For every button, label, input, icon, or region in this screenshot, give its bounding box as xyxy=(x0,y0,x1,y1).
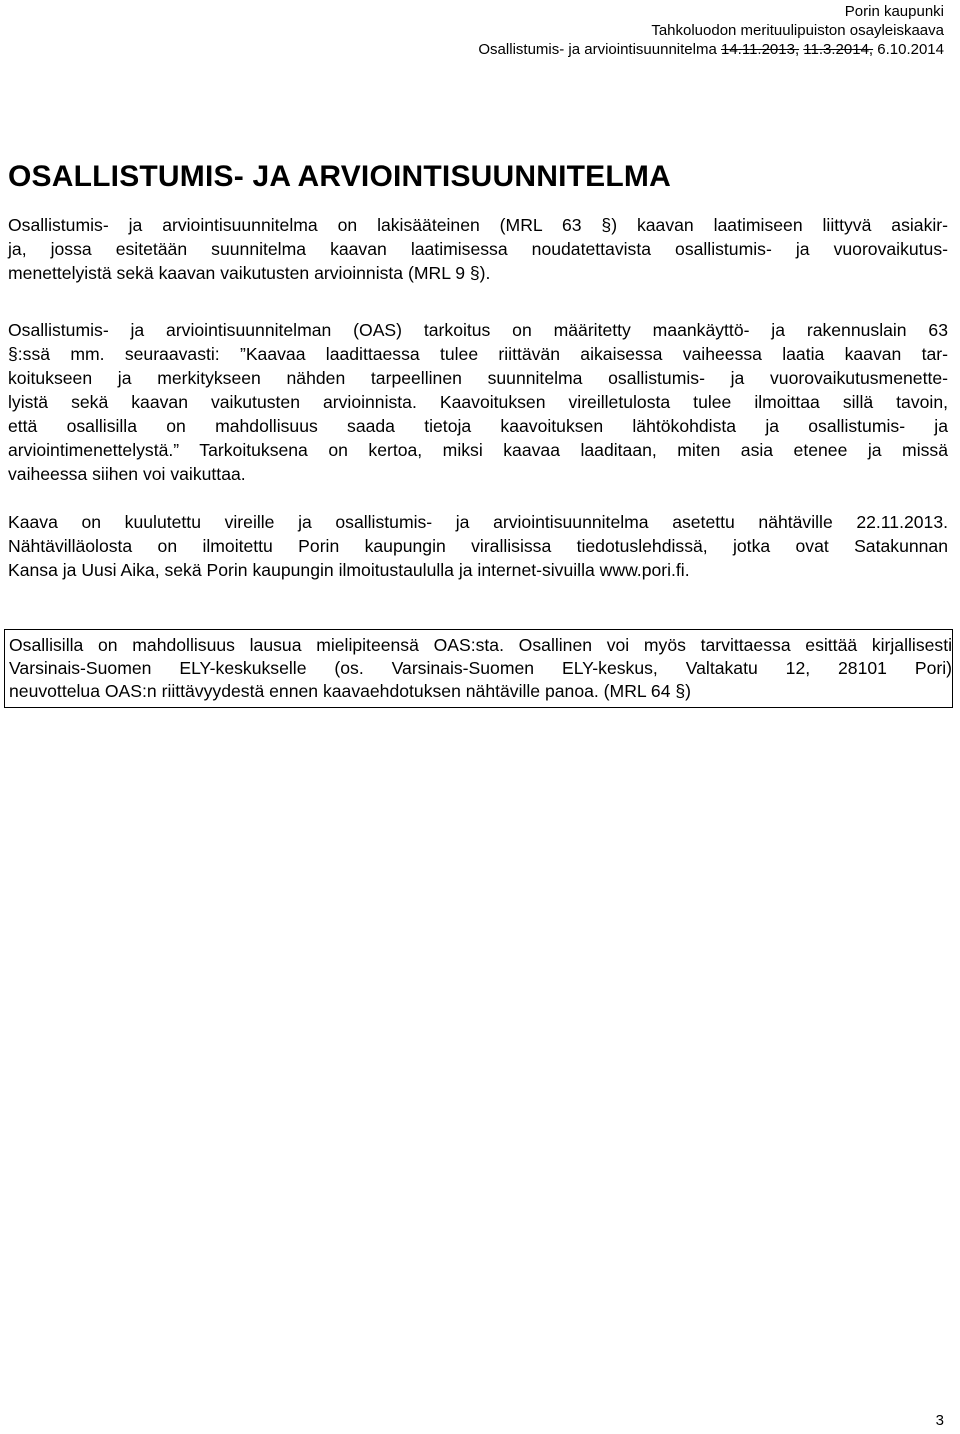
purpose-paragraph xyxy=(8,318,948,486)
paragraph-line: Osallistumis- ja arviointisuunnitelma on lakisääteinen (MRL 63 §) kaavan laatimiseen liittyvä asiakir- xyxy=(8,215,948,235)
page-number: 3 xyxy=(935,1412,944,1429)
header-document-line xyxy=(478,40,944,59)
notice-box xyxy=(4,629,953,708)
intro-paragraph xyxy=(8,213,948,285)
paragraph-line: koitukseen ja merkitykseen nähden tarpeellinen suunnitelma osallistumis- ja vuorovaikutusmenette- xyxy=(8,368,948,388)
notice-line: Osallisilla on mahdollisuus lausua mielipiteensä OAS:sta. Osallinen voi myös tarvittaessa esittää kirjallisesti xyxy=(9,635,952,655)
header-plan-name: Tahkoluodon merituulipuiston osayleiskaava xyxy=(651,22,944,39)
paragraph-line: lyistä sekä kaavan vaikutusten arvioinnista. Kaavoituksen vireilletulosta tulee ilmoittaa sillä tavoin, xyxy=(8,392,948,412)
header-date-struck-1: 14.11.2013, xyxy=(720,41,800,58)
paragraph-line: ja, jossa esitetään suunnitelma kaavan laatimisessa noudatettavista osallistumis- ja vuorovaikutus- xyxy=(8,239,948,259)
paragraph-line: menettelyistä sekä kaavan vaikutusten arvioinnista (MRL 9 §). xyxy=(8,263,491,283)
paragraph-line: Kaava on kuulutettu vireille ja osallistumis- ja arviointisuunnitelma asetettu nähtäville 22.11.2013. xyxy=(8,512,948,532)
notice-line: neuvottelua OAS:n riittävyydestä ennen kaavaehdotuksen nähtäville panoa. (MRL 64 §) xyxy=(9,681,692,701)
header-organization: Porin kaupunki xyxy=(844,3,944,20)
paragraph-line: §:ssä mm. seuraavasti: ”Kaavaa laadittaessa tulee riittävän aikaisessa vaiheessa laatia kaavan tar- xyxy=(8,344,948,364)
paragraph-line: Osallistumis- ja arviointisuunnitelman (OAS) tarkoitus on määritetty maankäyttö- ja rakennuslain 63 xyxy=(8,320,948,340)
document-header xyxy=(478,2,944,59)
announcement-paragraph xyxy=(8,510,948,582)
paragraph-line: Kansa ja Uusi Aika, sekä Porin kaupungin ilmoitustaululla ja internet-sivuilla www.pori.fi. xyxy=(8,560,690,580)
paragraph-line: arviointimenettelystä.” Tarkoituksena on kertoa, miksi kaavaa laaditaan, miten asia etenee ja missä xyxy=(8,440,948,460)
header-document-name: Osallistumis- ja arviointisuunnitelma xyxy=(478,41,721,58)
header-date-current: 6.10.2014 xyxy=(873,41,944,58)
paragraph-line: vaiheessa siihen voi vaikuttaa. xyxy=(8,464,246,484)
paragraph-line: että osallisilla on mahdollisuus saada tietoja kaavoituksen lähtökohdista ja osallistumis- ja xyxy=(8,416,948,436)
paragraph-line: Nähtävilläolosta on ilmoitettu Porin kaupungin virallisissa tiedotuslehdissä, jotka ovat Satakunnan xyxy=(8,536,948,556)
notice-line: Varsinais-Suomen ELY-keskukselle (os. Varsinais-Suomen ELY-keskus, Valtakatu 12, 28101 Pori) xyxy=(9,658,952,678)
header-date-struck-2: 11.3.2014, xyxy=(803,41,874,58)
document-title: OSALLISTUMIS- JA ARVIOINTISUUNNITELMA xyxy=(8,160,671,193)
